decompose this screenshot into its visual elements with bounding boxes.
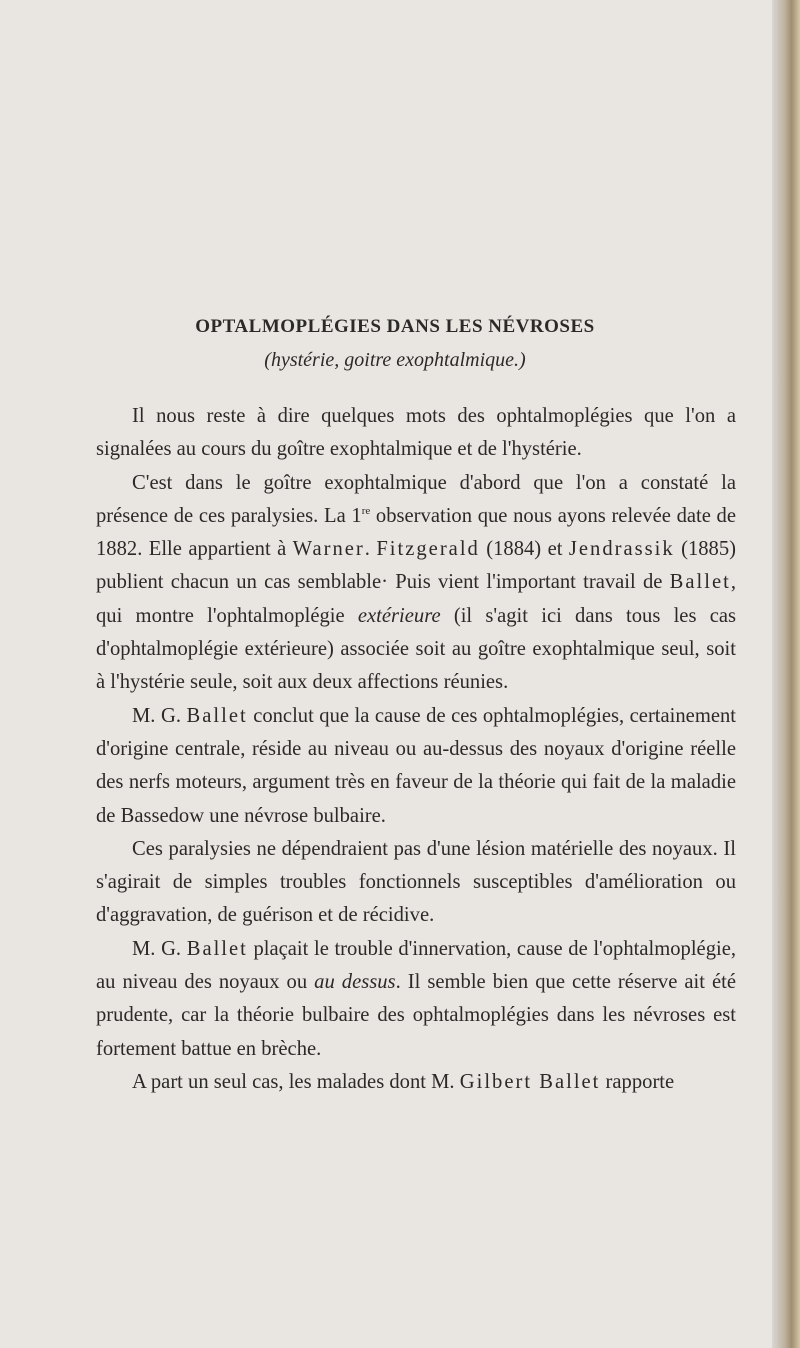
italic-term: au dessus: [314, 971, 396, 994]
paragraph-4: Ces paralysies ne dépendraient pas d'une lésion matérielle des noyaux. Il s'agirait de simples troubles fonctionnels susceptibles d'amélioration ou d'aggravation, de guérison et de récidive.: [96, 837, 736, 927]
paragraph-1: Il nous reste à dire quelques mots des ophtalmoplégies que l'on a signalées au cours du goître exophtalmique et de l'hystérie.: [96, 405, 736, 461]
author-name: Warner: [292, 538, 365, 561]
author-name: Gilbert Ballet: [459, 1070, 601, 1093]
author-name: Fitzgerald: [376, 538, 480, 561]
paragraph-2: C'est dans le goître exophtalmique d'abord que l'on a constaté la présence de ces paralysies. La 1re observation que nous ayons relevée date de 1882. Elle appartient à Warner. Fitzgerald (1884) et Jendrassik (1885) publient chacun un cas semblable· Puis vient l'important travail de Ballet, qui montre l'ophtalmoplégie extérieure (il s'agit ici dans tous les cas d'ophtalmoplégie extérieure) associée soit au goître exophtalmique seul, soit à l'hystérie seule, soit aux deux affections réunies.: [96, 471, 736, 694]
paragraph-6: A part un seul cas, les malades dont M. Gilbert Ballet rapporte: [132, 1070, 675, 1093]
ordinal-superscript: re: [361, 505, 371, 518]
page-edge: [772, 0, 800, 1348]
chapter-title: OPTALMOPLÉGIES DANS LES NÉVROSES: [195, 316, 595, 337]
author-name: Ballet: [186, 937, 248, 960]
italic-term: extérieure: [357, 604, 441, 627]
paragraph-5: M. G. Ballet plaçait le trouble d'innervation, cause de l'ophtalmoplégie, au niveau des noyaux ou au dessus. Il semble bien que cette réserve ait été prudente, car la théorie bulbaire des ophtalmoplégies dans les névroses est fortement battue en brèche.: [96, 937, 737, 1060]
chapter-subtitle: (hystérie, goitre exophtalmique.): [264, 349, 526, 371]
paragraph-3: M. G. Ballet conclut que la cause de ces ophtalmoplégies, certainement d'origine centrale, réside au niveau ou au-dessus des noyaux d'origine réelle des nerfs moteurs, argument très en faveur de la théorie qui fait de la maladie de Bassedow une névrose bulbaire.: [96, 704, 736, 827]
author-name: Jendrassik: [568, 538, 675, 561]
author-name: Ballet: [669, 571, 731, 594]
body-text: [96, 400, 736, 1099]
author-name: Ballet: [186, 704, 248, 727]
